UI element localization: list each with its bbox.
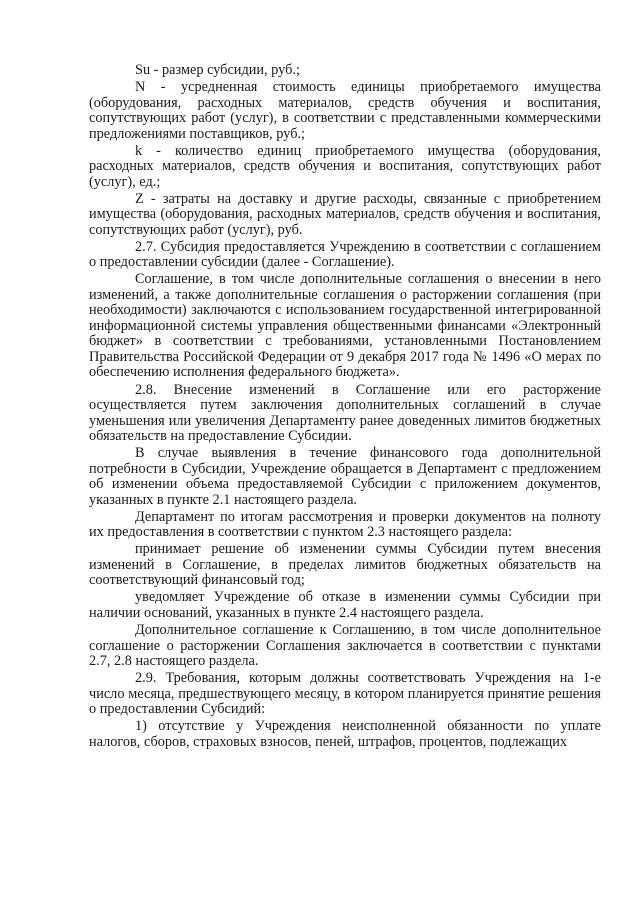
paragraph-n-definition: N - усредненная стоимость единицы приобретаемого имущества (оборудования, расходных материалов, средств обучения и воспитания, сопутствующих работ (услуг), в соответствии с представленными коммерческими предложениями поставщиков, руб.; [89,79,601,142]
paragraph-z-definition: Z - затраты на доставку и другие расходы, связанные с приобретением имущества (оборудования, расходных материалов, средств обучения и воспитания, сопутствующих работ (услуг), руб. [89,190,601,238]
paragraph-2-7: 2.7. Субсидия предоставляется Учреждению в соответствии с соглашением о предоставлении субсидии (далее - Соглашение). [89,238,601,271]
paragraph-notify-refusal: уведомляет Учреждение об отказе в изменении суммы Субсидии при наличии оснований, указанных в пункте 2.4 настоящего раздела. [89,589,601,621]
paragraph-requirement-1: 1) отсутствие у Учреждения неисполненной обязанности по уплате налогов, сборов, страховых взносов, пеней, штрафов, процентов, подлежащих [89,718,601,750]
paragraph-su-definition: Su - размер субсидии, руб.; [135,62,300,78]
paragraph-decision-change: принимает решение об изменении суммы Субсидии путем внесения изменений в Соглашение, в пределах лимитов бюджетных обязательств на соответствующий финансовый год; [89,541,601,589]
paragraph-agreement-system: Соглашение, в том числе дополнительные соглашения о внесении в него изменений, а также дополнительные соглашения о расторжении соглашения (при необходимости) заключаются с использованием государственной интегрированной информационной системы управления общественными финансами «Электронный бюджет» в соответствии с требованиями, установленными Постановлением Правительства Российской Федерации от 9 декабря 2017 года № 1496 «О мерах по обеспечению исполнения федерального бюджета». [89,271,601,381]
paragraph-2-8: 2.8. Внесение изменений в Соглашение или его расторжение осуществляется путем заключения дополнительных соглашений в случае уменьшения или увеличения Департаменту ранее доведенных лимитов бюджетных обязательств на предоставление Субсидии. [89,381,601,445]
paragraph-k-definition: k - количество единиц приобретаемого имущества (оборудования, расходных материалов, средств обучения и воспитания, сопутствующих работ (услуг), ед.; [89,142,601,190]
paragraph-additional-agreement: Дополнительное соглашение к Соглашению, в том числе дополнительное соглашение о расторжении Соглашения заключается в соответствии с пунктами 2.7, 2.8 настоящего раздела. [89,622,601,670]
paragraph-department-review: Департамент по итогам рассмотрения и проверки документов на полноту их предоставления в соответствии с пунктом 2.3 настоящего раздела: [89,508,601,541]
document-page [89,63,601,752]
paragraph-additional-need: В случае выявления в течение финансового года дополнительной потребности в Субсидии, Учреждение обращается в Департамент с предложением об изменении объема предоставляемой Субсидии с приложением документов, указанных в пункте 2.1 настоящего раздела. [89,445,601,508]
paragraph-2-9: 2.9. Требования, которым должны соответствовать Учреждения на 1-е число месяца, предшествующего месяцу, в котором планируется принятие решения о предоставлении Субсидий: [89,670,601,718]
